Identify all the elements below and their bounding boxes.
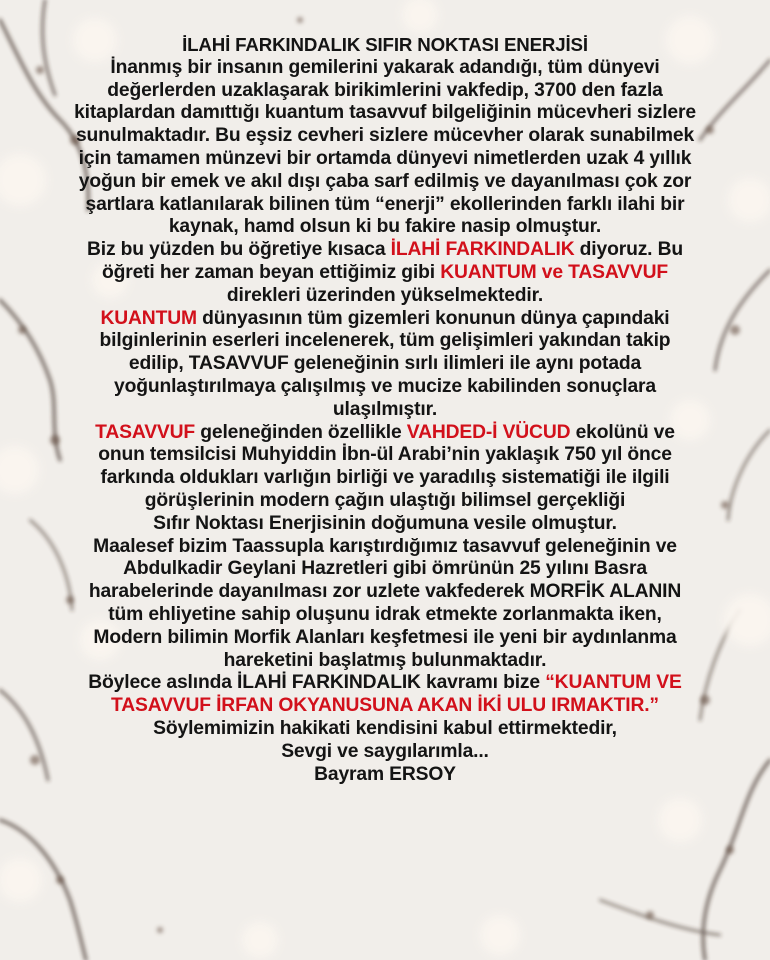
- paragraph-4-line: [0, 422, 770, 445]
- paragraph-4-line: Sıfır Noktası Enerjisinin doğumuna vesile olmuştur.: [153, 512, 617, 534]
- text-run: Biz bu yüzden bu öğretiye kısaca: [87, 239, 391, 261]
- highlight-text: “KUANTUM VE: [545, 672, 682, 694]
- paragraph-1-line: için tamamen münzevi bir ortamda dünyevi nimetlerden uzak 4 yıllık: [78, 147, 692, 169]
- text-run: öğreti her zaman beyan ettiğimiz gibi: [101, 261, 441, 283]
- text-run: Böylece aslında İLAHİ FARKINDALIK kavramı bize: [88, 672, 546, 694]
- highlight-text: TASAVVUF: [95, 421, 196, 443]
- paragraph-5-line: Abdulkadir Geylani Hazretleri gibi ömrünün 25 yılını Basra: [123, 558, 647, 580]
- paragraph-1-line: İnanmış bir insanın gemilerini yakarak adandığı, tüm dünyevi: [110, 56, 660, 78]
- paragraph-3-line: [0, 308, 770, 331]
- paragraph-4-line: farkında oldukları varlığın birliği ve yaradılış sistematiği ile ilgili: [100, 467, 670, 489]
- author-signature: Bayram ERSOY: [314, 763, 456, 785]
- paragraph-1-line: yoğun bir emek ve akıl dışı çaba sarf edilmiş ve dayanılması çok zor: [78, 170, 692, 192]
- paragraph-3-line: ulaşılmıştır.: [332, 398, 438, 420]
- highlight-text: KUANTUM: [100, 307, 197, 329]
- paragraph-6-line: Söylemimizin hakikati kendisini kabul ettirmektedir,: [153, 717, 617, 739]
- paragraph-6-line: [0, 672, 770, 695]
- closing-line: Sevgi ve saygılarımla...: [281, 740, 489, 762]
- paragraph-3-line: edilip, TASAVVUF geleneğinin sırlı ilimleri ile aynı potada: [128, 353, 642, 375]
- paragraph-3-line: bilginlerinin eserleri incelenerek, tüm gelişimleri yakından takip: [99, 330, 671, 352]
- paragraph-2-line: [0, 262, 770, 285]
- paragraph-1-line: kitaplardan damıttığı kuantum tasavvuf bilgeliğinin mücevheri sizlere: [74, 102, 696, 124]
- text-run: diyoruz. Bu: [574, 239, 683, 261]
- highlight-text: VAHDED-İ VÜCUD: [406, 421, 571, 443]
- paragraph-2-line: [0, 239, 770, 262]
- paragraph-4-line: onun temsilcisi Muhyiddin İbn-ül Arabi’nin yaklaşık 750 yıl önce: [98, 444, 672, 466]
- highlight-text: İLAHİ FARKINDALIK: [390, 239, 575, 261]
- paragraph-2-line: direkleri üzerinden yükselmektedir.: [226, 284, 544, 306]
- text-run: ekolünü ve: [570, 421, 675, 443]
- paragraph-1-line: değerlerden uzaklaşarak birikimlerini vakfedip, 3700 den fazla: [107, 79, 663, 101]
- text-run: dünyasının tüm gizemleri konunun dünya çapındaki: [196, 307, 670, 329]
- paragraph-5-line: harabelerinde dayanılması zor uzlete vakfederek MORFİK ALANIN: [88, 581, 682, 603]
- paragraph-1-line: kaynak, hamd olsun ki bu fakire nasip olmuştur.: [168, 216, 602, 238]
- paragraph-1-line: sunulmaktadır. Bu eşsiz cevheri sizlere mücevher olarak sunabilmek: [75, 125, 695, 147]
- text-run: geleneğinden özellikle: [195, 421, 407, 443]
- paragraph-5-line: hareketini başlatmış bulunmaktadır.: [223, 649, 547, 671]
- highlight-text: KUANTUM ve TASAVVUF: [440, 261, 669, 283]
- paragraph-1-line: şartlara katlanılarak bilinen tüm “enerji” ekollerinden farklı ilahi bir: [85, 193, 685, 215]
- document-title: İLAHİ FARKINDALIK SIFIR NOKTASI ENERJİSİ: [182, 34, 588, 55]
- paragraph-5-line: tüm ehliyetine sahip oluşunu idrak etmekte zorlanmakta iken,: [108, 603, 662, 625]
- announcement-text: [0, 34, 770, 786]
- paragraph-6-line: TASAVVUF İRFAN OKYANUSUNA AKAN İKİ ULU IRMAKTIR.”: [111, 695, 659, 717]
- paragraph-3-line: yoğunlaştırılmaya çalışılmış ve mucize kabilinden sonuçlara: [114, 375, 656, 397]
- paragraph-4-line: görüşlerinin modern çağın ulaştığı bilimsel gerçekliği: [144, 489, 626, 511]
- paragraph-5-line: Maalesef bizim Taassupla karıştırdığımız tasavvuf geleneğinin ve: [93, 535, 677, 557]
- paragraph-5-line: Modern bilimin Morfik Alanları keşfetmesi ile yeni bir aydınlanma: [93, 626, 677, 648]
